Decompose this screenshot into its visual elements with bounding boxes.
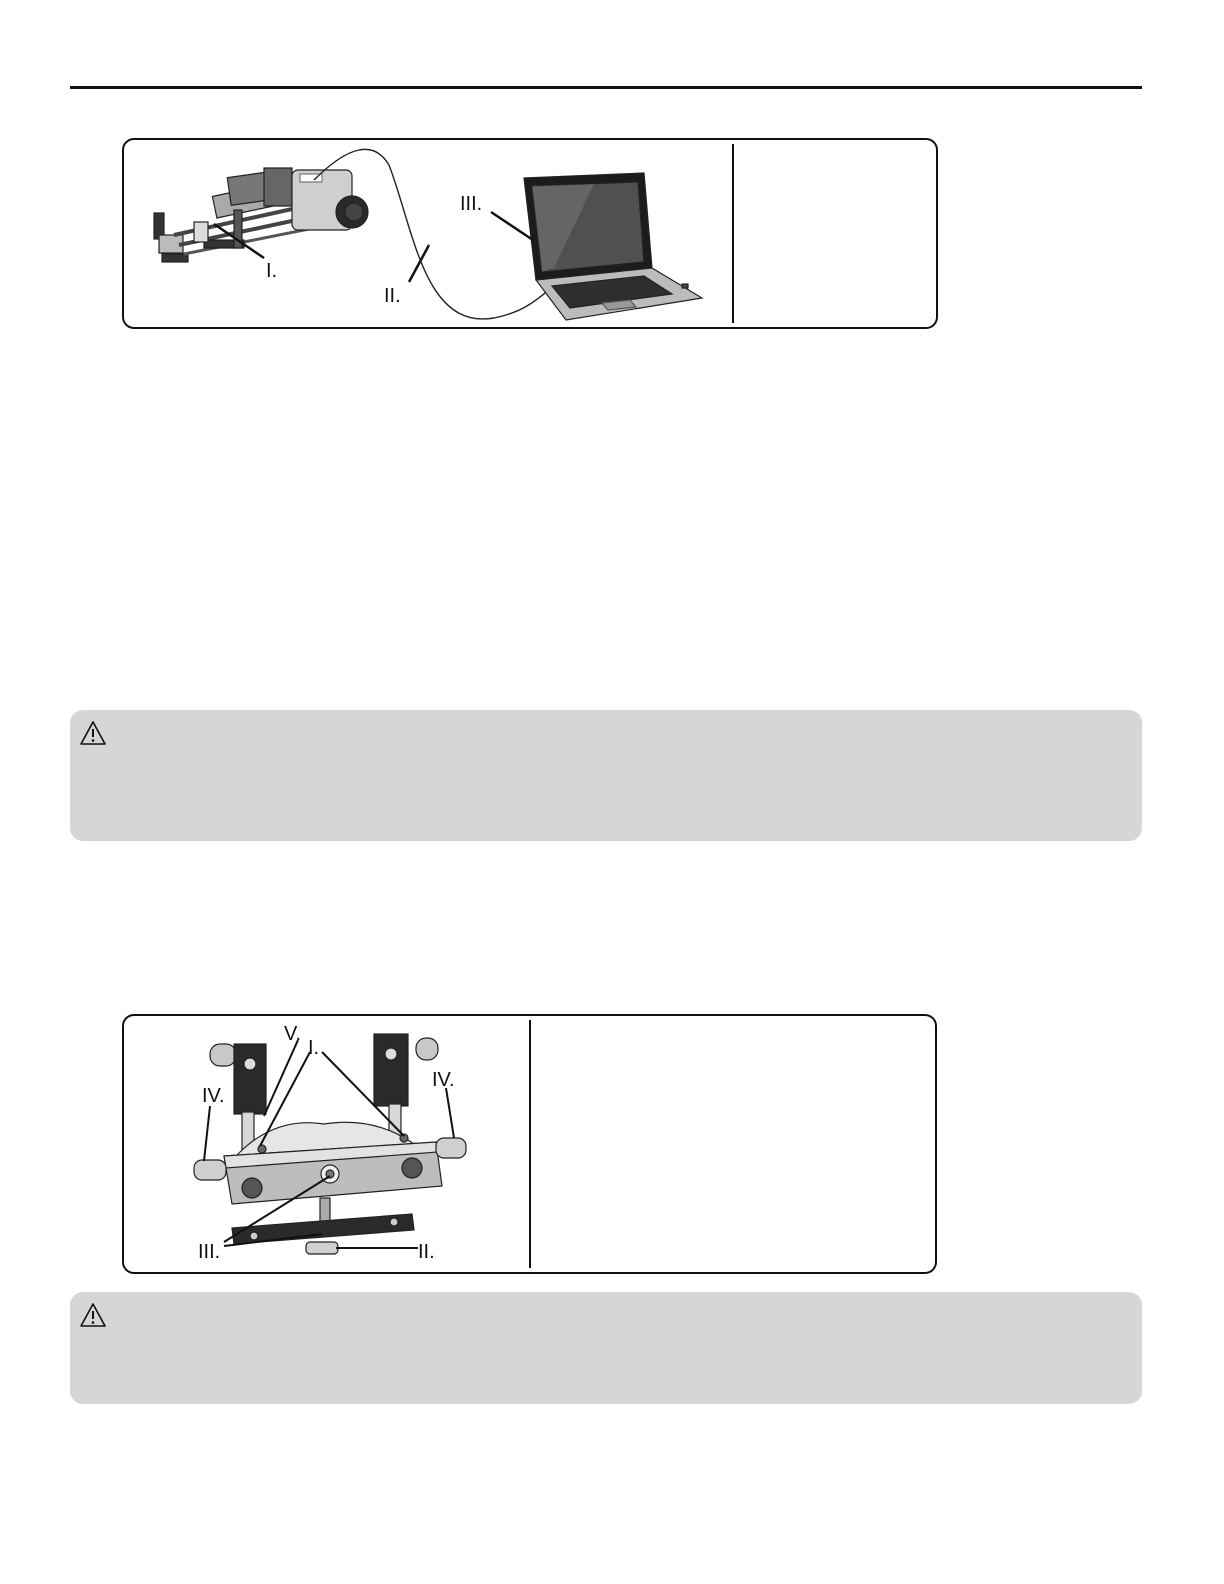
warning-triangle-icon [80, 1302, 106, 1328]
bracket-illustration [194, 1034, 466, 1254]
figure-divider [529, 1020, 531, 1268]
leader-lines [214, 212, 533, 282]
warning-triangle-icon [80, 720, 106, 746]
figure-rod-bracket [122, 1014, 937, 1274]
motor-assembly-illustration [154, 168, 368, 262]
figure-caption [740, 146, 928, 321]
callout-2: II. [384, 285, 401, 307]
callout-4-left: IV. [202, 1085, 225, 1107]
laptop-illustration [524, 173, 702, 320]
callout-5: V. [284, 1023, 302, 1045]
callout-3: III. [198, 1241, 221, 1263]
header-rule [70, 86, 1142, 89]
callout-2: II. [418, 1241, 435, 1263]
figure-system-connection [122, 138, 938, 329]
warning-box [70, 1292, 1142, 1404]
figure-caption [538, 1022, 927, 1266]
system-connection-illustration [124, 140, 728, 327]
callout-1: I. [266, 260, 278, 282]
warning-box [70, 710, 1142, 841]
callout-3: III. [460, 193, 483, 215]
figure-divider [732, 144, 734, 323]
rod-bracket-illustration [124, 1016, 526, 1272]
callout-1: I. [308, 1037, 320, 1059]
callout-4-right: IV. [432, 1069, 455, 1091]
